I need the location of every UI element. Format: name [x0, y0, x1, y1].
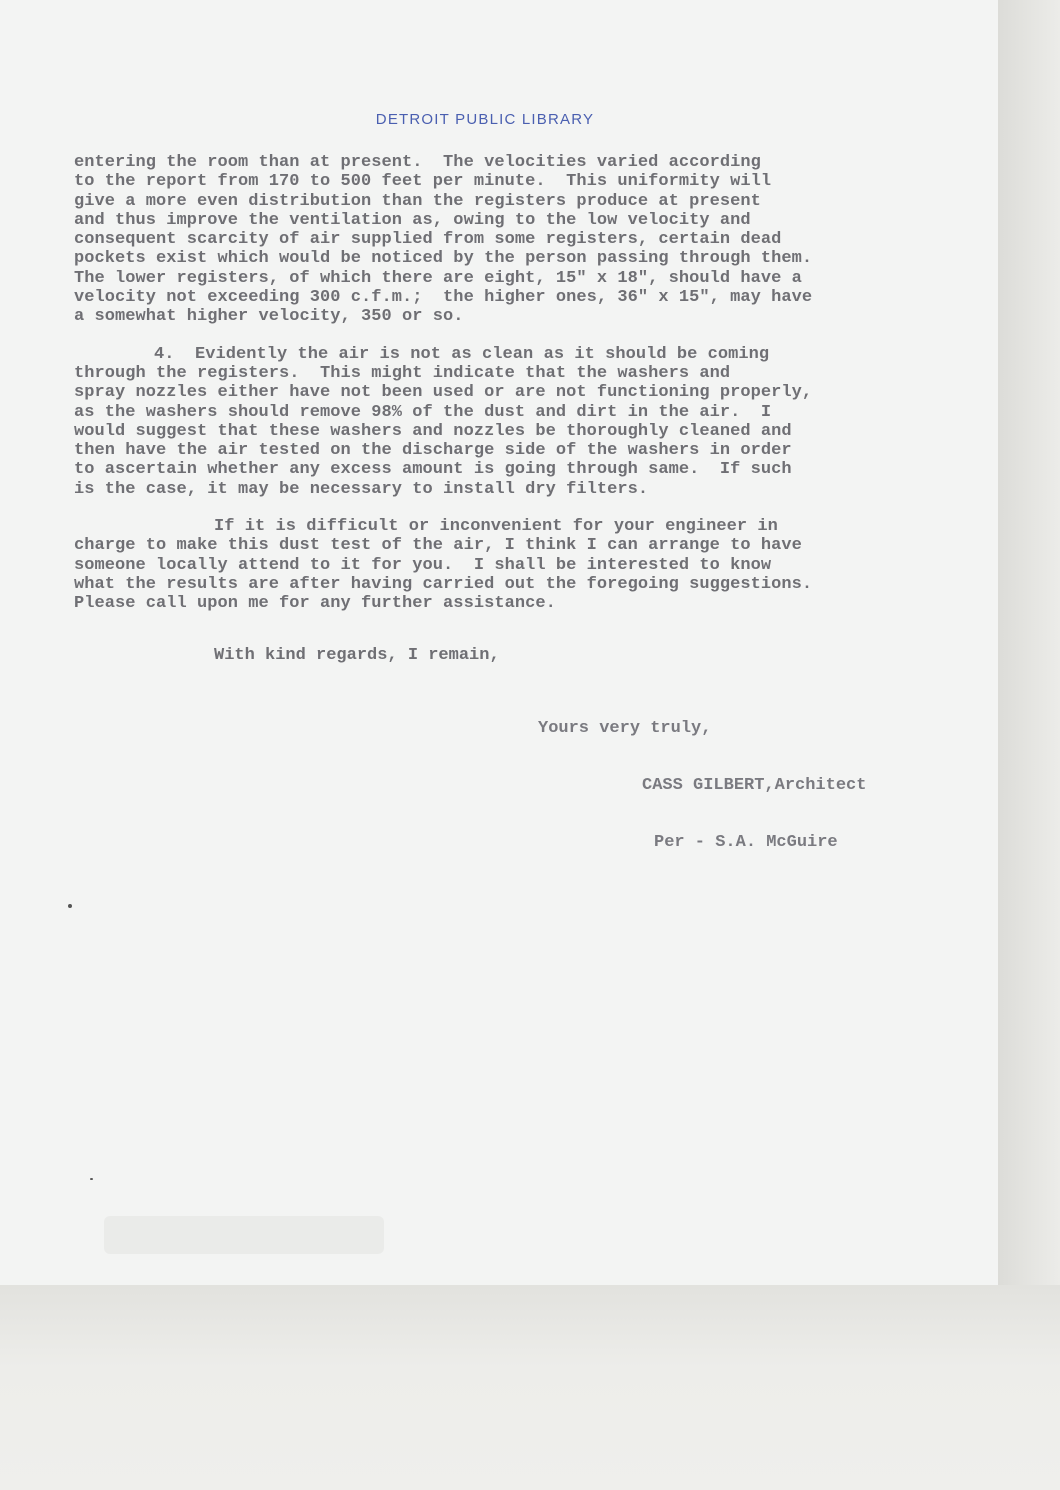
- signature-name: CASS GILBERT,Architect: [642, 776, 867, 795]
- faint-stamp-mark: [100, 1210, 390, 1260]
- body-line: spray nozzles either have not been used or are not functioning properly,: [74, 383, 813, 403]
- body-line: what the results are after having carried out the foregoing suggestions.: [74, 574, 813, 594]
- letter-body: [74, 153, 934, 614]
- paragraph-2: [74, 345, 934, 499]
- body-line: pockets exist which would be noticed by the person passing through them.: [74, 249, 813, 269]
- letterhead: DETROIT PUBLIC LIBRARY: [375, 111, 595, 128]
- paragraph-1: [74, 153, 934, 327]
- paper-speck: [68, 904, 72, 908]
- body-line: and thus improve the ventilation as, owing to the low velocity and: [74, 210, 751, 230]
- paper-speck: [90, 1178, 93, 1180]
- body-line: 4. Evidently the air is not as clean as it should be coming: [154, 344, 770, 364]
- body-line: then have the air tested on the discharge side of the washers in order: [74, 441, 792, 461]
- signature-per: Per - S.A. McGuire: [654, 833, 838, 852]
- body-line: The lower registers, of which there are eight, 15" x 18", should have a: [74, 268, 802, 288]
- valediction: Yours very truly,: [538, 719, 712, 738]
- body-line: as the washers should remove 98% of the dust and dirt in the air. I: [74, 402, 772, 422]
- body-line: velocity not exceeding 300 c.f.m.; the higher ones, 36" x 15", may have: [74, 288, 813, 308]
- body-line: charge to make this dust test of the air, I think I can arrange to have: [74, 536, 802, 556]
- page-edge-shadow: [998, 0, 1060, 1490]
- body-line: a somewhat higher velocity, 350 or so.: [74, 307, 464, 327]
- closing-line: With kind regards, I remain,: [214, 646, 500, 665]
- signature-block: [538, 681, 866, 871]
- body-line: to ascertain whether any excess amount is going through same. If such: [74, 460, 792, 480]
- body-line: someone locally attend to it for you. I shall be interested to know: [74, 555, 772, 575]
- body-line: would suggest that these washers and nozzles be thoroughly cleaned and: [74, 421, 792, 441]
- body-line: If it is difficult or inconvenient for your engineer in: [214, 517, 778, 537]
- body-line: to the report from 170 to 500 feet per minute. This uniformity will: [74, 172, 772, 192]
- page-bottom-background: [0, 1285, 1060, 1490]
- body-line: is the case, it may be necessary to install dry filters.: [74, 479, 649, 499]
- body-line: through the registers. This might indicate that the washers and: [74, 363, 731, 383]
- body-line: consequent scarcity of air supplied from some registers, certain dead: [74, 230, 782, 250]
- body-line: give a more even distribution than the registers produce at present: [74, 191, 761, 211]
- body-line: entering the room than at present. The velocities varied according: [74, 153, 761, 172]
- paragraph-3: [74, 517, 934, 613]
- body-line: Please call upon me for any further assistance.: [74, 594, 556, 614]
